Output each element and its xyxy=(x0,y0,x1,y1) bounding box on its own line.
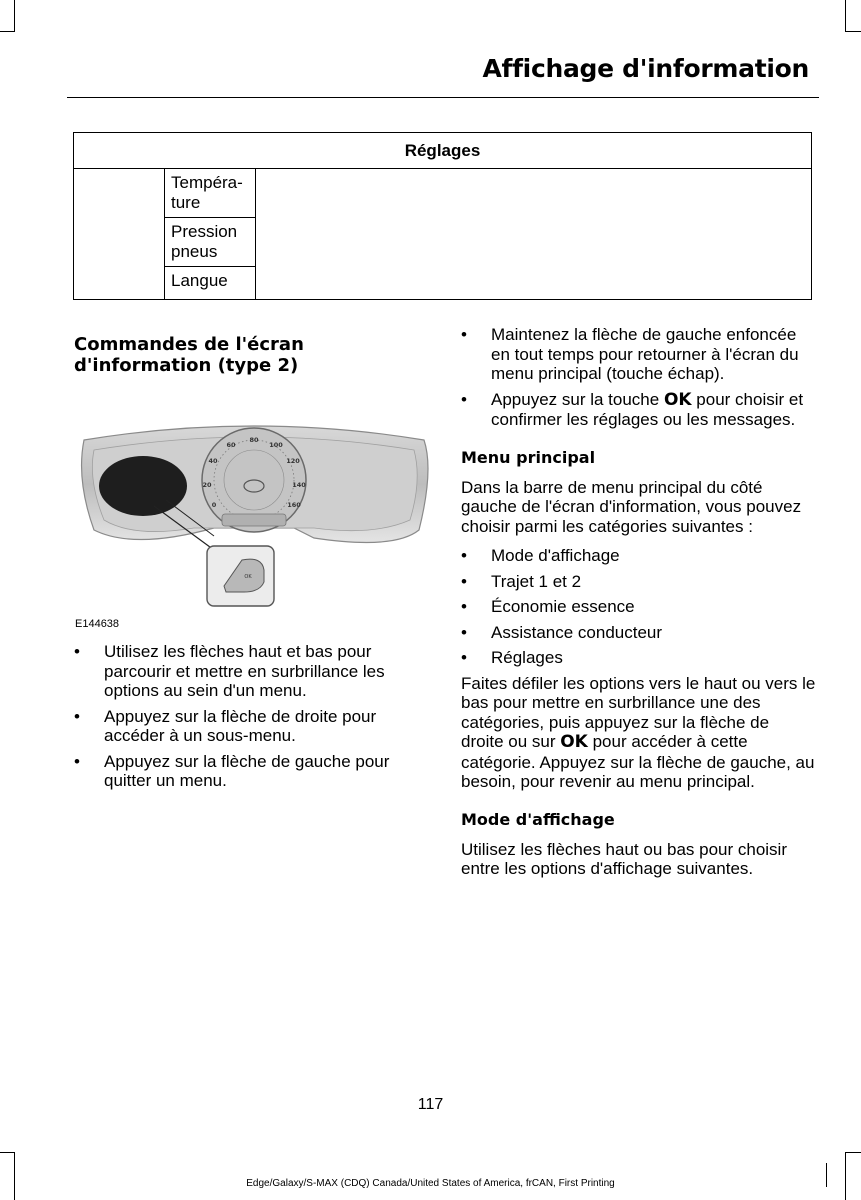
bullet-icon: • xyxy=(461,571,467,591)
settings-table xyxy=(73,132,812,300)
section-heading xyxy=(74,334,424,376)
list-item xyxy=(461,390,816,430)
table-cell-text: ture xyxy=(171,193,201,212)
list-item-text: Économie essence xyxy=(491,597,635,616)
page-title: Affichage d'information xyxy=(482,54,809,83)
list-item xyxy=(461,546,816,566)
list-item xyxy=(461,648,816,668)
list-item xyxy=(74,642,424,701)
ok-button-label: OK xyxy=(244,574,252,580)
crop-mark xyxy=(845,1152,846,1200)
paragraph-text-post: pour accéder à cette catégorie. Appuyez sur la flèche de gauche, au besoin, pour revenir au menu principal. xyxy=(461,732,815,791)
section-heading-line: Commandes de l'écran xyxy=(74,334,304,355)
table-cell xyxy=(165,218,256,267)
bullet-icon: • xyxy=(74,642,80,661)
crop-mark xyxy=(0,1152,14,1153)
bullet-icon: • xyxy=(461,622,467,642)
gauge-label: 0 xyxy=(211,501,217,509)
list-item xyxy=(74,707,424,746)
gauge-label: 120 xyxy=(286,457,300,465)
list-item xyxy=(74,752,424,791)
figure-code: E144638 xyxy=(75,618,120,630)
list-item xyxy=(461,623,816,643)
subheading-display-mode: Mode d'affichage xyxy=(461,809,615,829)
gauge-label: 60 xyxy=(226,441,236,449)
list-item xyxy=(461,597,816,617)
bullet-icon: • xyxy=(461,389,467,409)
crop-mark xyxy=(845,0,846,32)
list-item-text: Maintenez la flèche de gauche enfoncée en tout temps pour retourner à l'écran du menu principal (touche échap). xyxy=(491,325,799,383)
table-cell-empty xyxy=(256,169,812,300)
table-cell-text: Tempéra- xyxy=(171,173,243,192)
settings-table-header: Réglages xyxy=(74,133,812,169)
paragraph: Dans la barre de menu principal du côté gauche de l'écran d'information, vous pouvez choisir parmi les catégories suivantes : xyxy=(461,477,802,536)
instrument-cluster-figure xyxy=(74,410,434,615)
gauge-label: 160 xyxy=(287,501,301,509)
paragraph-text-pre: Faites défiler les options vers le haut ou vers le bas pour mettre en surbrillance une des catégories, puis appuyez sur la flèche de droite ou sur xyxy=(461,673,816,751)
list-item-text: Utilisez les flèches haut et bas pour parcourir et mettre en surbrillance les options au sein d'un menu. xyxy=(104,642,385,700)
table-cell-text: Langue xyxy=(171,271,228,290)
info-display-screen xyxy=(99,456,187,516)
list-item xyxy=(461,325,816,384)
title-divider xyxy=(67,97,819,98)
left-column xyxy=(74,334,424,376)
subheading-main-menu: Menu principal xyxy=(461,447,596,467)
list-item-text: Trajet 1 et 2 xyxy=(491,571,582,591)
crop-mark xyxy=(0,31,14,32)
bullet-icon: • xyxy=(461,597,467,616)
bullet-icon: • xyxy=(461,325,467,344)
paragraph: Utilisez les flèches haut ou bas pour choisir entre les options d'affichage suivantes. xyxy=(461,839,787,878)
paragraph xyxy=(461,674,816,792)
bullet-icon: • xyxy=(74,751,80,771)
list-item xyxy=(461,572,816,592)
bullet-icon: • xyxy=(461,648,467,667)
table-row xyxy=(74,169,812,218)
table-cell xyxy=(165,267,256,300)
left-bullet-list xyxy=(74,642,424,797)
crop-mark xyxy=(846,1152,861,1153)
crop-mark xyxy=(14,1152,15,1200)
gauge-label: 100 xyxy=(269,441,283,449)
section-heading-line: d'information (type 2) xyxy=(74,355,299,376)
gauge-label: 40 xyxy=(208,457,218,465)
bullet-icon: • xyxy=(461,546,467,565)
crop-mark xyxy=(846,31,861,32)
page-number: 117 xyxy=(417,1096,444,1113)
gauge-label: 80 xyxy=(249,436,259,444)
table-cell-empty xyxy=(74,169,165,300)
right-column xyxy=(461,325,816,889)
bullet-icon: • xyxy=(74,706,80,726)
gauge-label: 140 xyxy=(292,481,306,489)
ok-key-text: OK xyxy=(663,389,692,410)
list-item-text: Mode d'affichage xyxy=(491,546,620,565)
list-item-text: Réglages xyxy=(491,648,563,667)
table-cell-text: Pression xyxy=(171,222,238,241)
table-cell xyxy=(165,169,256,218)
list-item-text-post: pour choisir et confirmer les réglages ou les messages. xyxy=(491,389,804,429)
gauge-label: 20 xyxy=(202,481,212,489)
footer-text: Edge/Galaxy/S-MAX (CDQ) Canada/United States of America, frCAN, First Printing xyxy=(246,1178,615,1189)
list-item-text: Assistance conducteur xyxy=(491,622,663,642)
crop-mark xyxy=(14,0,15,32)
list-item-text-pre: Appuyez sur la touche xyxy=(491,389,664,409)
list-item-text: Appuyez sur la flèche de droite pour accéder à un sous-menu. xyxy=(104,706,377,745)
ok-key-text: OK xyxy=(560,732,588,752)
table-cell-text: pneus xyxy=(171,242,218,261)
list-item-text: Appuyez sur la flèche de gauche pour quitter un menu. xyxy=(104,751,390,790)
